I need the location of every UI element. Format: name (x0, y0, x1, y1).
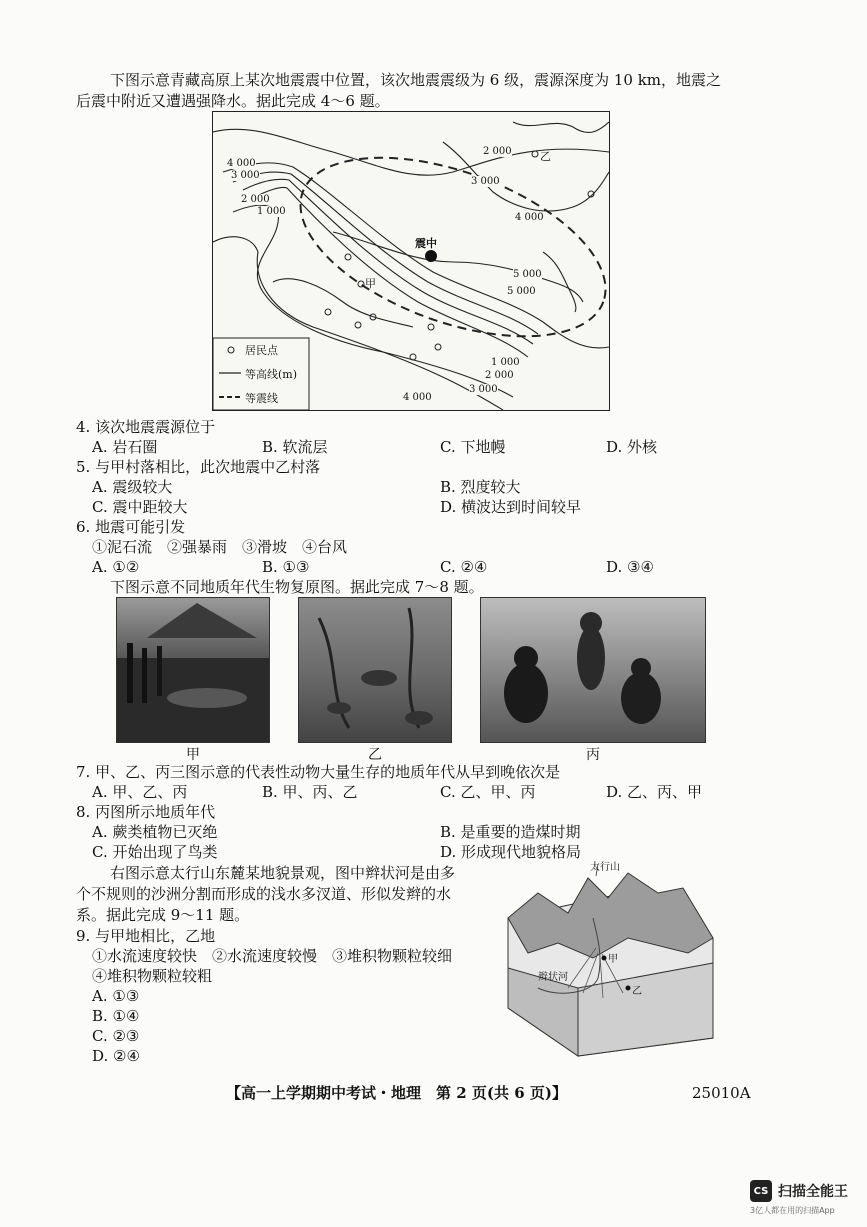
q6-option-c: C. ②④ (440, 558, 488, 576)
q5-option-d: D. 横波达到时间较早 (440, 498, 582, 516)
settlement-dot (325, 309, 331, 315)
contour-line (543, 252, 576, 312)
scanner-app-tagline: 3亿人都在用的扫描App (750, 1206, 835, 1215)
contour-label: 1 000 (491, 357, 520, 368)
settlement-dot (428, 324, 434, 330)
contour-line (243, 179, 533, 344)
photo-caption-yi: 乙 (368, 747, 382, 763)
contour-line (333, 232, 583, 302)
q5-stem: 5. 与甲村落相比，此次地震中乙村落 (76, 458, 321, 476)
q8-option-c: C. 开始出现了鸟类 (92, 843, 218, 861)
exam-code: 25010A (692, 1084, 751, 1102)
contour-label: 3 000 (471, 176, 500, 187)
scanner-app-name: 扫描全能王 (778, 1184, 848, 1200)
intro3-line-1: 右图示意太行山东麓某地貌景观，图中辫状河是由多 (110, 864, 456, 882)
q4-stem: 4. 该次地震震源位于 (76, 418, 216, 436)
photo-caption-bing: 丙 (586, 747, 600, 763)
landform-river-label: 辫状河 (538, 972, 568, 983)
contour-label: 3 000 (469, 384, 498, 395)
q7-option-d: D. 乙、丙、甲 (606, 783, 703, 801)
legend-settlement-label: 居民点 (245, 344, 278, 357)
q6-items: ①泥石流 ②强暴雨 ③滑坡 ④台风 (92, 538, 348, 556)
page-footer: 【高一上学期期中考试・地理 第 2 页(共 6 页)】 (226, 1084, 567, 1102)
settlement-dot (355, 322, 361, 328)
photo-caption-jia: 甲 (186, 747, 200, 763)
q5-option-b: B. 烈度较大 (440, 478, 521, 496)
q7-option-c: C. 乙、甲、丙 (440, 783, 536, 801)
contour-label: 4 000 (515, 212, 544, 223)
camscanner-logo-icon: CS (750, 1180, 772, 1202)
contour-label: 3 000 (231, 170, 260, 181)
contour-label: 2 000 (483, 146, 512, 157)
q9-stem: 9. 与甲地相比，乙地 (76, 927, 216, 945)
contour-label: 2 000 (241, 194, 270, 205)
village-jia-label: 甲 (365, 277, 376, 290)
q5-option-c: C. 震中距较大 (92, 498, 188, 516)
intro3-line-3: 系。据此完成 9～11 题。 (76, 906, 250, 924)
q7-stem: 7. 甲、乙、丙三图示意的代表性动物大量生存的地质年代从早到晚依次是 (76, 763, 561, 781)
q8-option-d: D. 形成现代地貌格局 (440, 843, 582, 861)
contour-label: 5 000 (513, 269, 542, 280)
intro-line-2: 后震中附近又遭遇强降水。据此完成 4～6 题。 (76, 92, 390, 110)
q4-option-c: C. 下地幔 (440, 438, 506, 456)
isoseismal-line (277, 122, 609, 372)
contour-label: 1 000 (257, 206, 286, 217)
settlement-dot (358, 281, 364, 287)
legend-contour-label: 等高线(m) (245, 368, 298, 381)
q8-option-b: B. 是重要的造煤时期 (440, 823, 581, 841)
q6-option-a: A. ①② (92, 558, 140, 576)
q9-items-1: ①水流速度较快 ②水流速度较慢 ③堆积物颗粒较细 (92, 947, 453, 965)
q9-option-d: D. ②④ (92, 1047, 140, 1065)
epicenter-marker (425, 250, 437, 262)
legend-isoseismal-label: 等震线 (245, 392, 278, 405)
epicenter-label: 震中 (415, 237, 437, 250)
q6-option-b: B. ①③ (262, 558, 310, 576)
contour-label: 4 000 (403, 392, 432, 403)
q4-option-a: A. 岩石圈 (92, 438, 158, 456)
q8-stem: 8. 丙图所示地质年代 (76, 803, 216, 821)
contour-label: 5 000 (507, 286, 536, 297)
q7-option-b: B. 甲、丙、乙 (262, 783, 358, 801)
q9-option-a: A. ①③ (92, 987, 140, 1005)
q4-option-b: B. 软流层 (262, 438, 328, 456)
settlement-dot (410, 354, 416, 360)
q6-stem: 6. 地震可能引发 (76, 518, 186, 536)
q6-option-d: D. ③④ (606, 558, 654, 576)
earthquake-map (212, 111, 610, 411)
photo-bing (480, 597, 706, 743)
q9-items-2: ④堆积物颗粒较粗 (92, 967, 213, 985)
q9-option-c: C. ②③ (92, 1027, 140, 1045)
intro-line-1: 下图示意青藏高原上某次地震震中位置，该次地震震级为 6 级，震源深度为 10 km，地震之 (110, 71, 722, 89)
photo-jia-art (117, 598, 269, 742)
settlement-dot (345, 254, 351, 260)
contour-label: 2 000 (485, 370, 514, 381)
photo-jia (116, 597, 270, 743)
landform-yi-label: 乙 (632, 986, 642, 997)
q9-option-b: B. ①④ (92, 1007, 140, 1025)
q4-option-d: D. 外核 (606, 438, 658, 456)
q8-option-a: A. 蕨类植物已灭绝 (92, 823, 218, 841)
village-yi-label: 乙 (540, 150, 551, 163)
q7-option-a: A. 甲、乙、丙 (92, 783, 188, 801)
photo-yi (298, 597, 452, 743)
landform-figure (498, 858, 718, 1058)
intro3-line-2: 个不规则的沙洲分割而形成的浅水多汊道、形似发辫的水 (76, 885, 452, 903)
scanner-watermark (750, 1180, 848, 1202)
photo-bing-art (481, 598, 705, 742)
q5-option-a: A. 震级较大 (92, 478, 173, 496)
contour-line (513, 122, 609, 132)
contour-line (223, 163, 609, 348)
settlement-dot (532, 151, 538, 157)
photo-yi-art (299, 598, 451, 742)
contour-line (253, 187, 528, 357)
settlement-dot (435, 344, 441, 350)
landform-mountain-label: 太行山 (590, 862, 620, 873)
contour-label: 4 000 (227, 158, 256, 169)
intro2: 下图示意不同地质年代生物复原图。据此完成 7～8 题。 (110, 578, 484, 596)
landform-jia-label: 甲 (608, 954, 618, 965)
